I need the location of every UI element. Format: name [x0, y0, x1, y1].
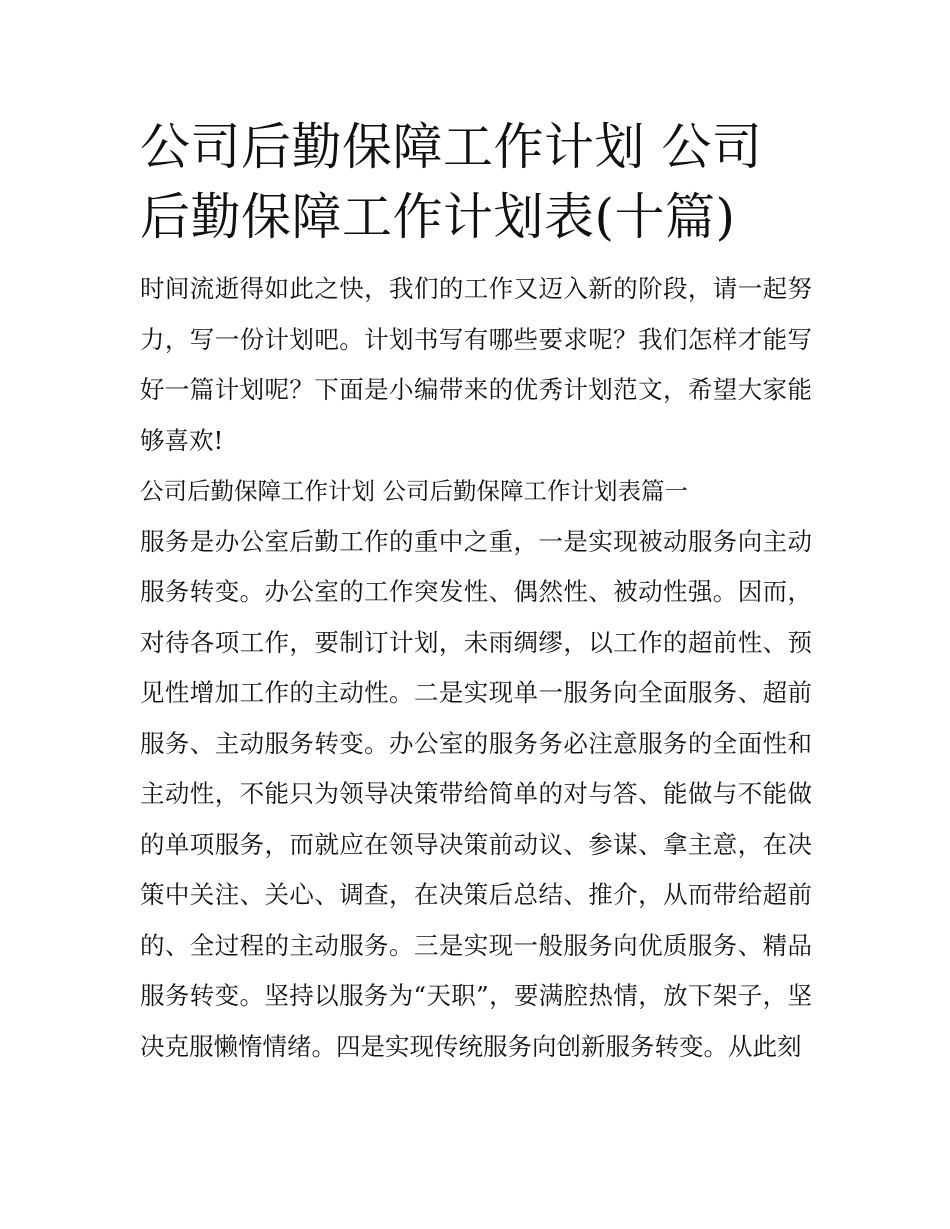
- document-content: [140, 112, 812, 1072]
- section-heading: 公司后勤保障工作计划 公司后勤保障工作计划表篇一: [140, 477, 688, 505]
- document-title: 公司后勤保障工作计划 公司后勤保障工作计划表(十篇): [140, 118, 763, 246]
- body-paragraph: 服务是办公室后勤工作的重中之重，一是实现被动服务向主动服务转变。办公室的工作突发性、偶然性、被动性强。因而，对待各项工作，要制订计划，未雨绸缪，以工作的超前性、预见性增加工作的主动性。二是实现单一服务向全面服务、超前服务、主动服务转变。办公室的服务务必注意服务的全面性和主动性，不能只为领导决策带给简单的对与答、能做与不能做的单项服务，而就应在领导决策前动议、参谋、拿主意，在决策中关注、关心、调查，在决策后总结、推介，从而带给超前的、全过程的主动服务。三是实现一般服务向优质服务、精品服务转变。坚持以服务为“天职”，要满腔热情，放下架子，坚决克服懒惰情绪。四是实现传统服务向创新服务转变。从此刻: [140, 526, 812, 1061]
- intro-paragraph: 时间流逝得如此之快，我们的工作又迈入新的阶段，请一起努力，写一份计划吧。计划书写有哪些要求呢？我们怎样才能写好一篇计划呢？下面是小编带来的优秀计划范文，希望大家能够喜欢!: [140, 274, 812, 455]
